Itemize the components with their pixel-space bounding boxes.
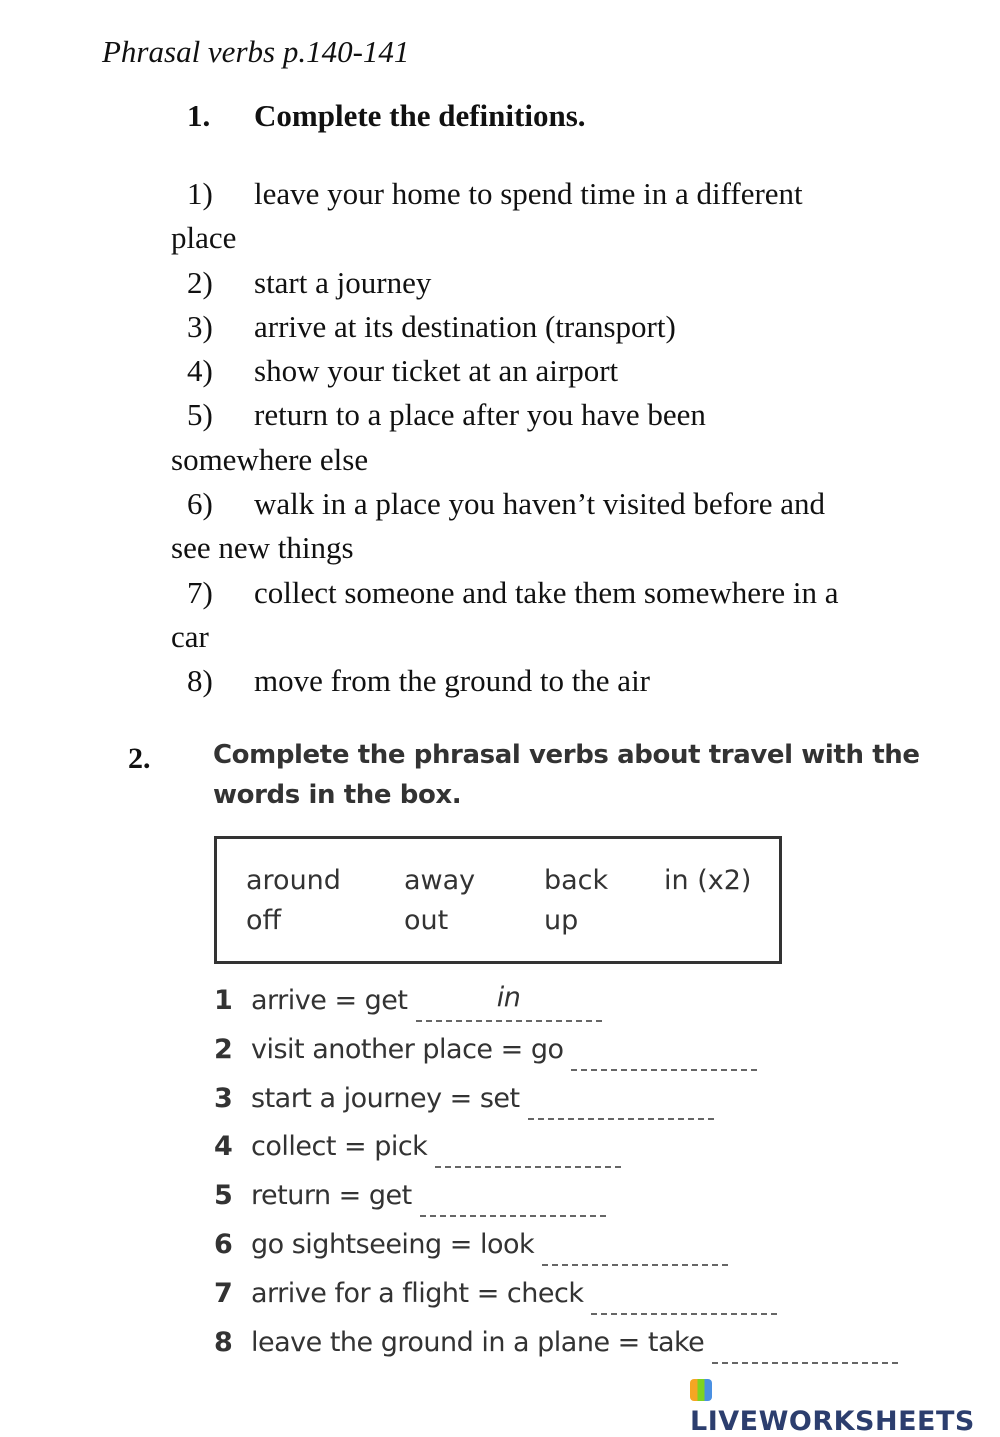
definition-number: 3) — [187, 308, 213, 344]
liveworksheets-logo-icon — [690, 1379, 712, 1401]
definition-text: arrive at its destination (transport) — [254, 308, 676, 344]
definition-item — [171, 349, 931, 393]
definition-item — [171, 659, 931, 703]
exercise2-instruction — [213, 735, 933, 815]
item-number: 6 — [214, 1228, 233, 1260]
answer-blank[interactable] — [528, 1088, 714, 1120]
exercise1-number: 1. — [187, 98, 211, 133]
liveworksheets-logo — [690, 1375, 1000, 1437]
definition-number: 6) — [187, 486, 213, 522]
gap-fill-list — [214, 984, 954, 1374]
item-prompt: arrive for a flight = check — [251, 1277, 584, 1309]
item-number: 2 — [214, 1033, 233, 1065]
definition-item — [171, 305, 931, 349]
gap-fill-item — [214, 984, 954, 1033]
box-word: back — [544, 865, 609, 896]
definition-number: 4) — [187, 353, 213, 389]
word-box — [214, 836, 782, 964]
gap-fill-item — [214, 1326, 954, 1375]
exercise2-instruction-line: words in the box. — [213, 780, 462, 810]
definition-text: walk in a place you haven’t visited before and — [254, 486, 826, 522]
definition-text: leave your home to spend time in a different — [254, 176, 803, 211]
answer-blank[interactable] — [416, 982, 602, 1022]
item-prompt: leave the ground in a plane = take — [251, 1326, 705, 1358]
answer-text: in — [496, 982, 521, 1013]
definitions-list — [171, 172, 931, 704]
definition-number: 8) — [187, 663, 213, 699]
item-number: 1 — [214, 985, 233, 1016]
definition-number: 7) — [187, 574, 213, 610]
definition-text: start a journey — [254, 264, 432, 300]
answer-blank[interactable] — [571, 1039, 757, 1071]
gap-fill-item — [214, 1082, 954, 1131]
definition-text-cont: place — [171, 220, 237, 256]
brand-text: LIVEWORKSHEETS — [690, 1406, 975, 1437]
answer-blank[interactable] — [542, 1234, 728, 1266]
definition-text: show your ticket at an airport — [254, 353, 619, 389]
definition-item — [171, 172, 931, 261]
answer-blank[interactable] — [420, 1185, 606, 1217]
item-prompt: collect = pick — [251, 1131, 428, 1163]
item-prompt: visit another place = go — [251, 1033, 564, 1065]
item-prompt: return = get — [251, 1180, 412, 1212]
worksheet-title: Phrasal verbs p.140-141 — [102, 34, 410, 69]
answer-blank[interactable] — [591, 1283, 777, 1315]
definition-item — [171, 482, 931, 571]
box-word: out — [404, 905, 449, 936]
definition-text: move from the ground to the air — [254, 663, 651, 699]
definition-item — [171, 571, 931, 660]
definition-number: 1) — [187, 176, 213, 211]
item-number: 5 — [214, 1180, 233, 1212]
definition-text: return to a place after you have been — [254, 397, 706, 433]
box-word: up — [544, 905, 579, 936]
box-word: off — [246, 905, 282, 936]
item-prompt: start a journey = set — [251, 1082, 520, 1114]
exercise2-number: 2. — [128, 742, 151, 775]
gap-fill-item — [214, 1277, 954, 1326]
definition-item — [171, 261, 931, 305]
item-number: 3 — [214, 1082, 233, 1114]
box-word: around — [246, 865, 341, 896]
item-prompt: arrive = get — [251, 985, 408, 1016]
item-number: 7 — [214, 1277, 233, 1309]
item-prompt: go sightseeing = look — [251, 1228, 535, 1260]
gap-fill-item — [214, 1033, 954, 1082]
definition-text: collect someone and take them somewhere in a — [254, 574, 839, 610]
definition-text-cont: somewhere else — [171, 441, 369, 477]
exercise1-instruction: Complete the definitions. — [254, 98, 586, 133]
item-number: 8 — [214, 1326, 233, 1358]
definition-number: 5) — [187, 397, 213, 433]
gap-fill-item — [214, 1179, 954, 1228]
definition-number: 2) — [187, 264, 213, 300]
box-word: away — [404, 865, 476, 896]
definition-text-cont: see new things — [171, 530, 354, 566]
item-number: 4 — [214, 1131, 233, 1163]
gap-fill-item — [214, 1130, 954, 1179]
box-word: in (x2) — [664, 865, 752, 896]
gap-fill-item — [214, 1228, 954, 1277]
definition-item — [171, 393, 931, 482]
answer-blank[interactable] — [435, 1136, 621, 1168]
definition-text-cont: car — [171, 618, 209, 654]
answer-blank[interactable] — [712, 1332, 898, 1364]
exercise2-instruction-line: Complete the phrasal verbs about travel with the — [213, 740, 920, 770]
exercise1-heading — [187, 98, 586, 134]
